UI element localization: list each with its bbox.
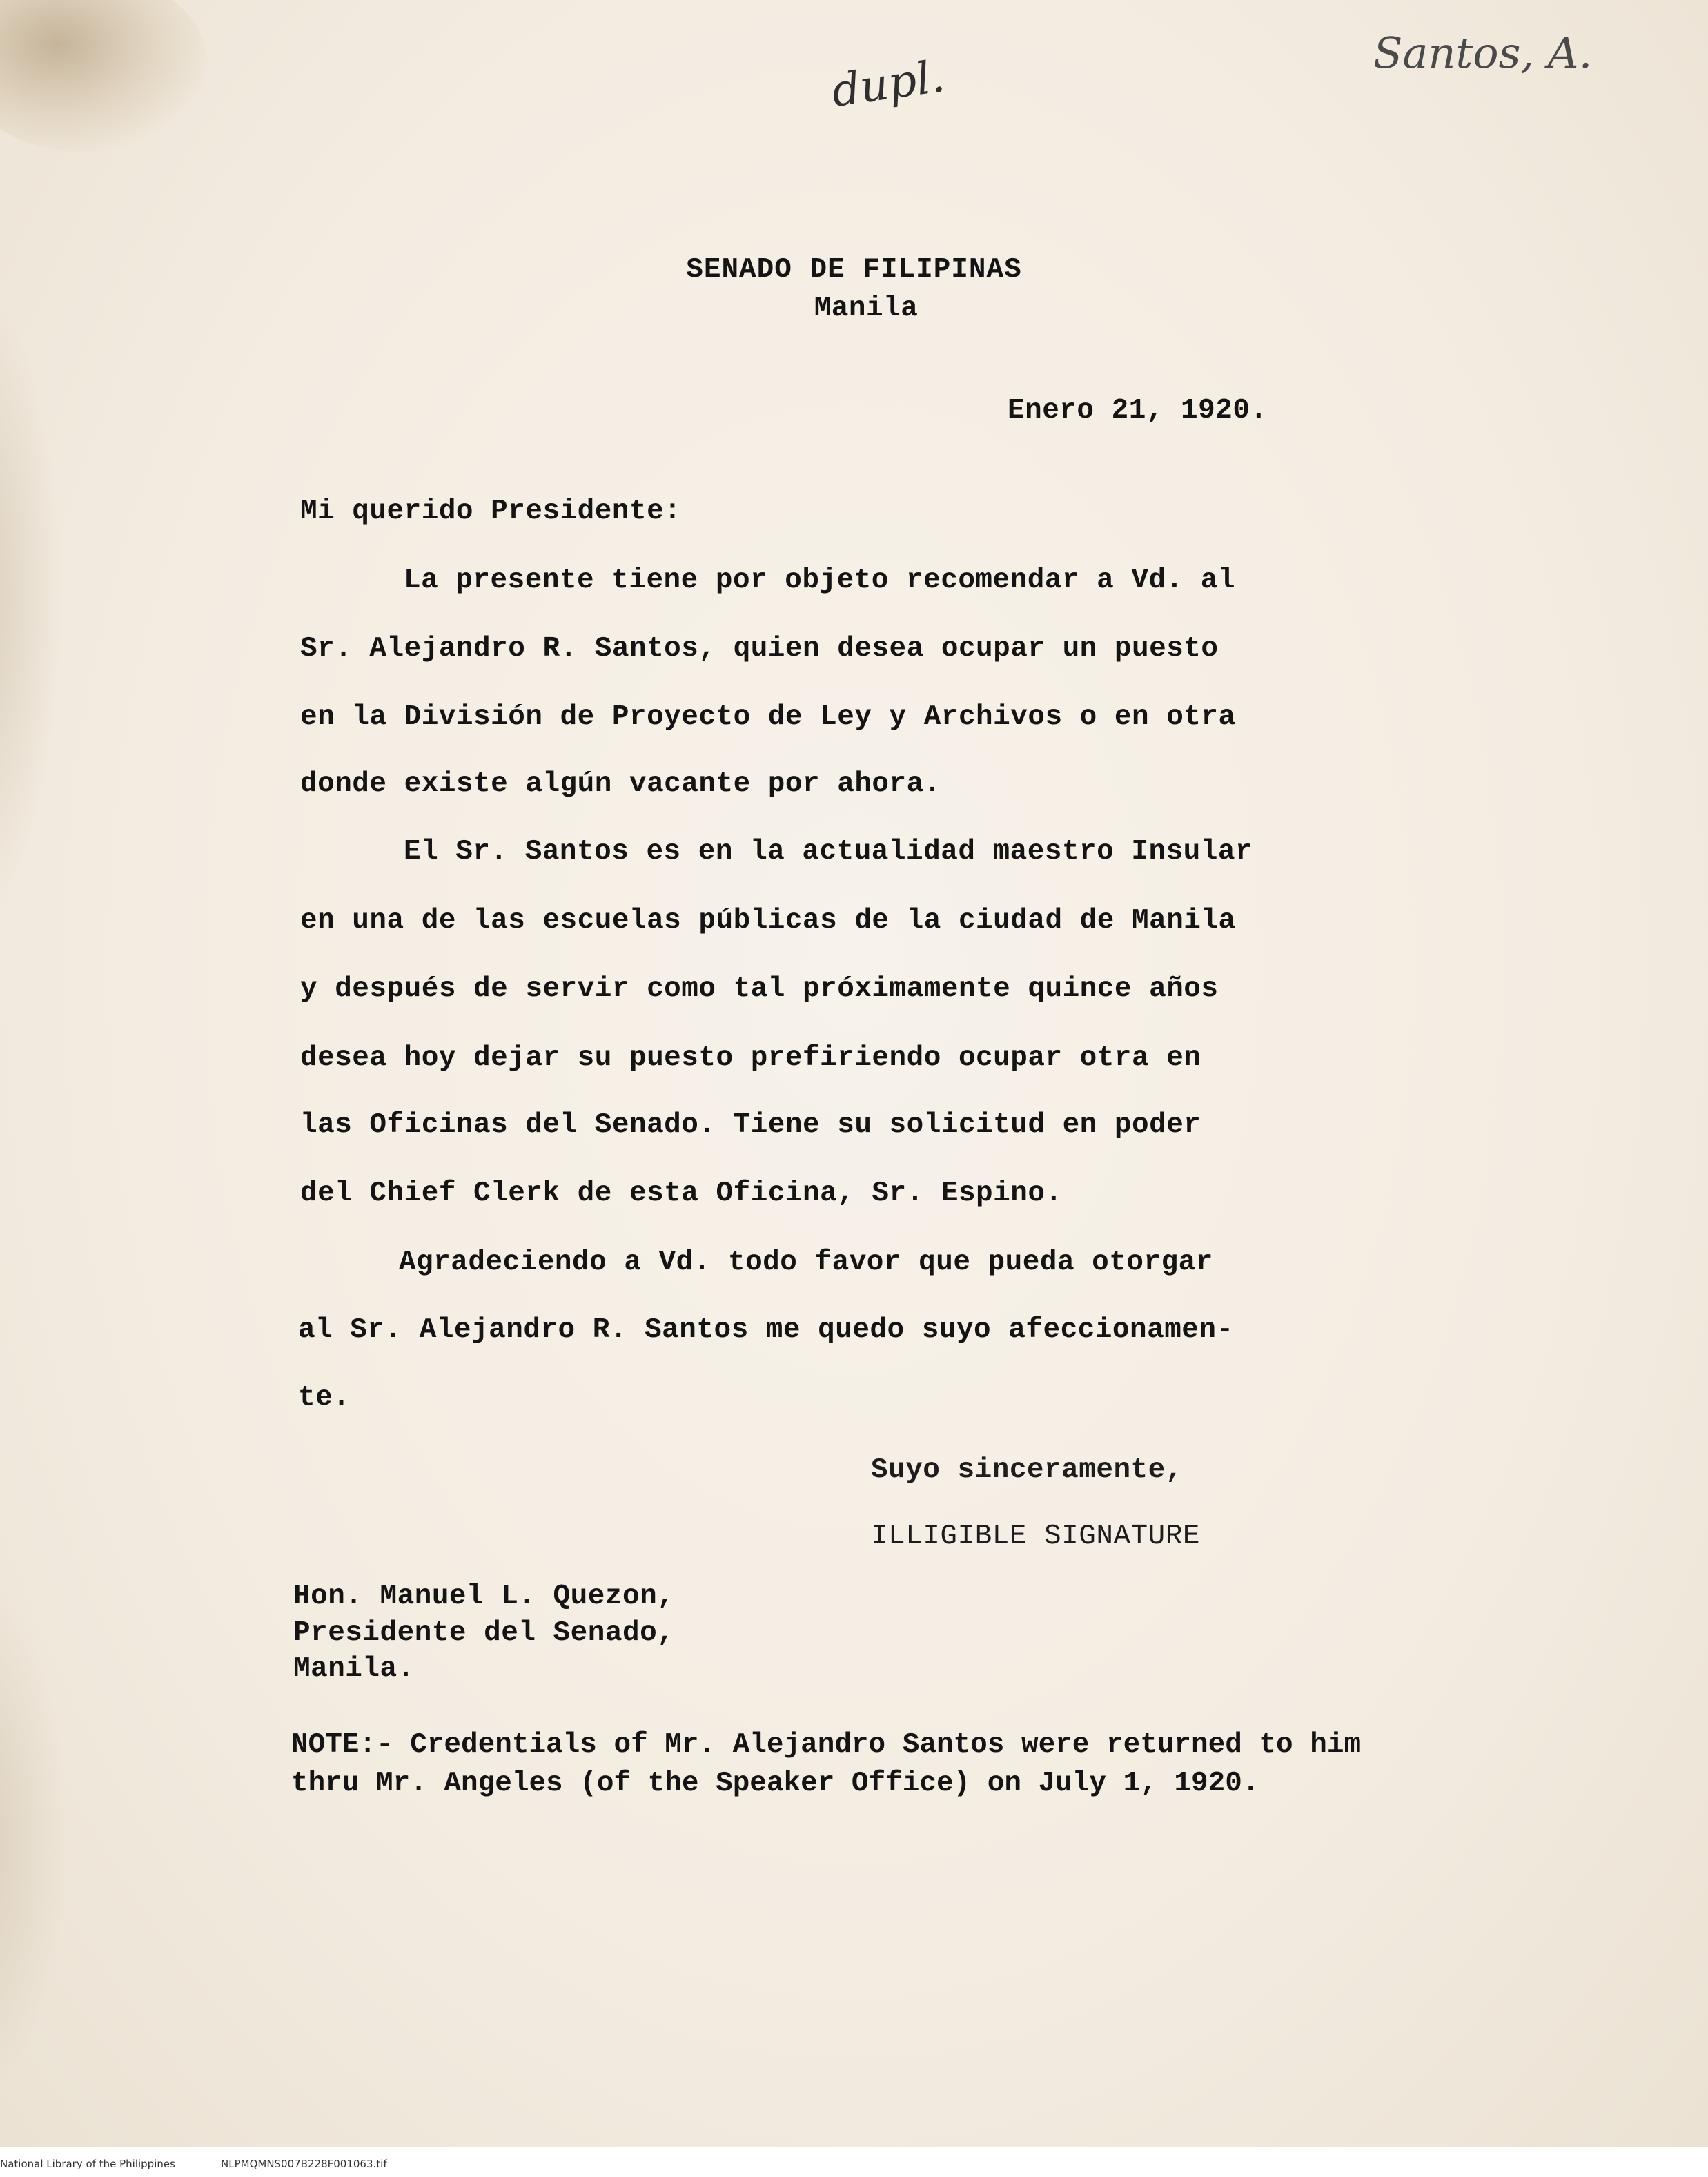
letterhead-city: Manila xyxy=(814,293,919,324)
body-line: desea hoy dejar su puesto prefiriendo ocupar otra en xyxy=(300,1042,1201,1074)
body-line: en la División de Proyecto de Ley y Archivos o en otra xyxy=(300,701,1236,733)
paper-stain-left xyxy=(0,290,62,911)
body-line: El Sr. Santos es en la actualidad maestro Insular xyxy=(404,836,1253,868)
letter-date: Enero 21, 1920. xyxy=(1008,395,1268,427)
body-line: donde existe algún vacante por ahora. xyxy=(300,768,941,800)
closing: Suyo sinceramente, xyxy=(871,1454,1183,1486)
body-line: en una de las escuelas públicas de la ciudad de Manila xyxy=(300,905,1236,937)
paper-stain-bottom-left xyxy=(0,1574,69,2098)
body-line: al Sr. Alejandro R. Santos me quedo suyo afeccionamen- xyxy=(298,1314,1234,1346)
body-line: Agradeciendo a Vd. todo favor que pueda otorgar xyxy=(399,1247,1213,1278)
letterhead-title: SENADO DE FILIPINAS xyxy=(686,254,1022,286)
note-line-2: thru Mr. Angeles (of the Speaker Office) on July 1, 1920. xyxy=(291,1768,1259,1799)
handwritten-note-santos: Santos, A. xyxy=(1373,28,1593,78)
body-line: Sr. Alejandro R. Santos, quien desea ocupar un puesto xyxy=(300,633,1219,665)
body-line: La presente tiene por objeto recomendar a Vd. al xyxy=(404,565,1235,596)
body-line: las Oficinas del Senado. Tiene su solicitud en poder xyxy=(300,1109,1201,1141)
signature: ILLIGIBLE SIGNATURE xyxy=(871,1521,1200,1552)
body-line: te. xyxy=(298,1382,351,1414)
addressee-city: Manila. xyxy=(293,1653,415,1685)
footer-source: National Library of the Philippines xyxy=(0,2158,175,2170)
body-line: y después de servir como tal próximamente quince años xyxy=(300,973,1219,1005)
addressee-name: Hon. Manuel L. Quezon, xyxy=(293,1581,675,1612)
salutation: Mi querido Presidente: xyxy=(300,496,682,527)
body-line: del Chief Clerk de esta Oficina, Sr. Espino. xyxy=(300,1178,1063,1209)
footer-filename: NLPMQMNS007B228F001063.tif xyxy=(221,2158,387,2170)
paper-stain-top-left xyxy=(0,0,207,152)
note-line-1: NOTE:- Credentials of Mr. Alejandro Santos were returned to him xyxy=(291,1729,1362,1761)
addressee-title: Presidente del Senado, xyxy=(293,1617,675,1649)
handwritten-note-dupl: dupl. xyxy=(828,50,948,118)
